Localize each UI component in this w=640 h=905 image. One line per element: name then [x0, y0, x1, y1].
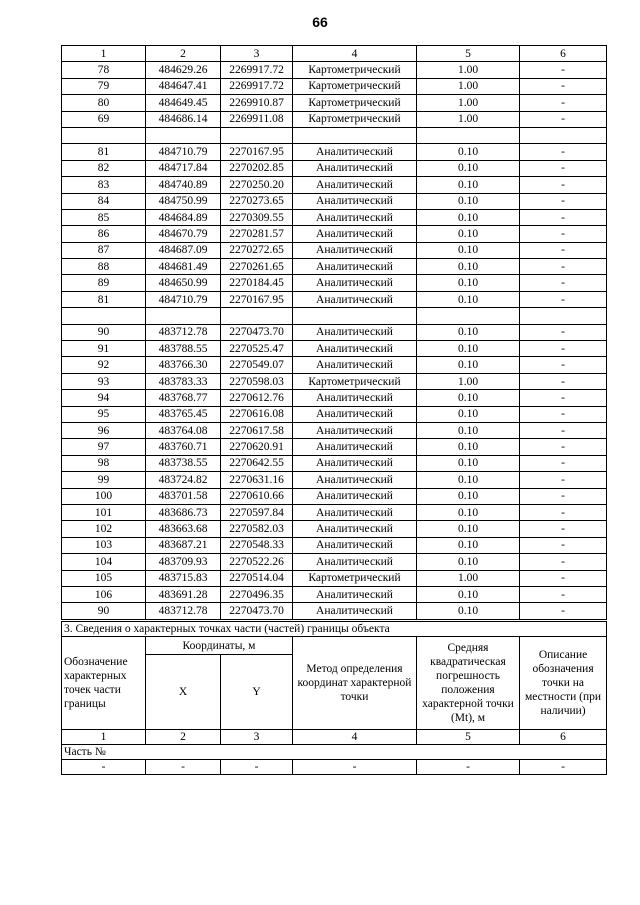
- table-cell: 2269911.08: [221, 111, 293, 127]
- header-cell: 6: [520, 46, 607, 62]
- table-cell: 2270261.65: [221, 259, 293, 275]
- table-cell: 2270631.16: [221, 472, 293, 488]
- table-row: [62, 259, 607, 275]
- table-cell: 0.10: [417, 209, 520, 225]
- table-cell: 483764.08: [146, 422, 221, 438]
- table-row: [62, 537, 607, 553]
- table-row: [62, 275, 607, 291]
- table-cell: 86: [62, 226, 146, 242]
- table-cell: 484710.79: [146, 144, 221, 160]
- table-cell: 2270281.57: [221, 226, 293, 242]
- col-number: 6: [520, 730, 607, 745]
- table-cell: 484684.89: [146, 209, 221, 225]
- table-cell: 0.10: [417, 422, 520, 438]
- table-cell: -: [520, 111, 607, 127]
- table-row: [62, 357, 607, 373]
- table-row: [62, 341, 607, 357]
- table-cell: Картометрический: [293, 62, 417, 78]
- table-cell: -: [520, 603, 607, 619]
- table-row: [62, 406, 607, 422]
- table-cell: [293, 308, 417, 324]
- table-cell: 0.10: [417, 554, 520, 570]
- table-cell: [417, 308, 520, 324]
- table-cell: 93: [62, 373, 146, 389]
- table-cell: -: [520, 95, 607, 111]
- table-cell: 2270202.85: [221, 160, 293, 176]
- table-cell: [417, 127, 520, 143]
- table-cell: 483765.45: [146, 406, 221, 422]
- table-cell: 99: [62, 472, 146, 488]
- table-cell: 92: [62, 357, 146, 373]
- table-cell: 2270514.04: [221, 570, 293, 586]
- table-row: [62, 586, 607, 602]
- header-row: [62, 46, 607, 62]
- table-cell: -: [520, 160, 607, 176]
- table-cell: 484629.26: [146, 62, 221, 78]
- table-cell: 82: [62, 160, 146, 176]
- table-cell: Аналитический: [293, 226, 417, 242]
- coordinates-table: [61, 45, 607, 620]
- table-cell: 0.10: [417, 488, 520, 504]
- table-cell: -: [520, 62, 607, 78]
- table-cell: [146, 127, 221, 143]
- desc-header: Описание обозначения точки на местности (при наличии): [520, 637, 607, 730]
- table-cell: 0.10: [417, 324, 520, 340]
- table-cell: -: [520, 390, 607, 406]
- table-cell: Аналитический: [293, 177, 417, 193]
- table-cell: 483712.78: [146, 603, 221, 619]
- table-row: [62, 111, 607, 127]
- table-row: [62, 439, 607, 455]
- table-cell: 2270522.26: [221, 554, 293, 570]
- table-cell: -: [520, 488, 607, 504]
- header-cell: 3: [221, 46, 293, 62]
- table-cell: 81: [62, 291, 146, 307]
- table-cell: -: [520, 586, 607, 602]
- table-cell: 78: [62, 62, 146, 78]
- empty-cell: -: [221, 760, 293, 775]
- section3-table: [61, 621, 607, 775]
- table-cell: 2270496.35: [221, 586, 293, 602]
- table-cell: -: [520, 504, 607, 520]
- table-cell: 2269910.87: [221, 95, 293, 111]
- table-cell: 79: [62, 78, 146, 94]
- col-number: 4: [293, 730, 417, 745]
- table-cell: 483760.71: [146, 439, 221, 455]
- table-cell: 0.10: [417, 357, 520, 373]
- table-cell: 2270610.66: [221, 488, 293, 504]
- table-cell: 2270598.03: [221, 373, 293, 389]
- table-cell: 2270272.65: [221, 242, 293, 258]
- table-cell: Аналитический: [293, 554, 417, 570]
- table-cell: -: [520, 455, 607, 471]
- table-cell: 2270597.84: [221, 504, 293, 520]
- table-cell: 484686.14: [146, 111, 221, 127]
- table-cell: Картометрический: [293, 95, 417, 111]
- header-cell: 5: [417, 46, 520, 62]
- table-cell: 90: [62, 324, 146, 340]
- table-cell: Картометрический: [293, 373, 417, 389]
- table-cell: Аналитический: [293, 275, 417, 291]
- table-cell: Аналитический: [293, 242, 417, 258]
- table-row: [62, 324, 607, 340]
- table-cell: 2270309.55: [221, 209, 293, 225]
- table-cell: 484687.09: [146, 242, 221, 258]
- table-cell: -: [520, 78, 607, 94]
- table-cell: [62, 127, 146, 143]
- table-cell: [146, 308, 221, 324]
- table-cell: [221, 308, 293, 324]
- table-cell: -: [520, 537, 607, 553]
- table-cell: -: [520, 422, 607, 438]
- table-cell: 0.10: [417, 259, 520, 275]
- table-row: [62, 78, 607, 94]
- table-cell: -: [520, 144, 607, 160]
- table-cell: 1.00: [417, 62, 520, 78]
- table-row: [62, 291, 607, 307]
- method-header: Метод определения координат характерной точки: [293, 637, 417, 730]
- table-cell: 483724.82: [146, 472, 221, 488]
- table-cell: -: [520, 226, 607, 242]
- table-cell: 484681.49: [146, 259, 221, 275]
- table-cell: 483788.55: [146, 341, 221, 357]
- table-cell: 2270273.65: [221, 193, 293, 209]
- table-cell: 2270616.08: [221, 406, 293, 422]
- table-cell: 0.10: [417, 144, 520, 160]
- table-cell: 0.10: [417, 341, 520, 357]
- table-cell: 80: [62, 95, 146, 111]
- table-row: [62, 488, 607, 504]
- empty-cell: -: [417, 760, 520, 775]
- table-row: [62, 422, 607, 438]
- table-cell: 1.00: [417, 111, 520, 127]
- table-cell: 484650.99: [146, 275, 221, 291]
- table-cell: 483663.68: [146, 521, 221, 537]
- table-cell: 483709.93: [146, 554, 221, 570]
- table-cell: 94: [62, 390, 146, 406]
- part-label: Часть №: [62, 745, 607, 760]
- table-cell: 483715.83: [146, 570, 221, 586]
- table-cell: 2270620.91: [221, 439, 293, 455]
- table-cell: 484649.45: [146, 95, 221, 111]
- table-cell: 105: [62, 570, 146, 586]
- table-cell: 0.10: [417, 603, 520, 619]
- col-number: 5: [417, 730, 520, 745]
- table-cell: -: [520, 324, 607, 340]
- empty-cell: -: [520, 760, 607, 775]
- table-row: [62, 521, 607, 537]
- col-number: 3: [221, 730, 293, 745]
- table-cell: 2270549.07: [221, 357, 293, 373]
- table-cell: 2270473.70: [221, 324, 293, 340]
- table-cell: 484647.41: [146, 78, 221, 94]
- table-cell: 88: [62, 259, 146, 275]
- table-row: [62, 144, 607, 160]
- table-cell: Аналитический: [293, 160, 417, 176]
- table-cell: Аналитический: [293, 357, 417, 373]
- table-row: [62, 209, 607, 225]
- table-cell: 91: [62, 341, 146, 357]
- table-cell: 85: [62, 209, 146, 225]
- table-cell: 0.10: [417, 455, 520, 471]
- table-cell: -: [520, 570, 607, 586]
- table-cell: 0.10: [417, 504, 520, 520]
- table-cell: -: [520, 209, 607, 225]
- table-cell: 484740.89: [146, 177, 221, 193]
- table-cell: 1.00: [417, 78, 520, 94]
- table-cell: 484670.79: [146, 226, 221, 242]
- table-cell: 102: [62, 521, 146, 537]
- table-cell: 0.10: [417, 226, 520, 242]
- table-cell: 484717.84: [146, 160, 221, 176]
- col-number: 1: [62, 730, 146, 745]
- table-cell: -: [520, 275, 607, 291]
- empty-cell: -: [293, 760, 417, 775]
- table-row: [62, 472, 607, 488]
- table-cell: 90: [62, 603, 146, 619]
- table-cell: 104: [62, 554, 146, 570]
- table-cell: 484750.99: [146, 193, 221, 209]
- table-row: [62, 373, 607, 389]
- table-cell: 97: [62, 439, 146, 455]
- table-row: [62, 193, 607, 209]
- table-cell: Аналитический: [293, 455, 417, 471]
- table-cell: Аналитический: [293, 537, 417, 553]
- table-cell: -: [520, 554, 607, 570]
- section3-title: 3. Сведения о характерных точках части (частей) границы объекта: [62, 622, 607, 637]
- table-cell: 69: [62, 111, 146, 127]
- table-cell: 0.10: [417, 390, 520, 406]
- header-cell: 2: [146, 46, 221, 62]
- table-cell: 484710.79: [146, 291, 221, 307]
- table-cell: -: [520, 521, 607, 537]
- x-header: X: [146, 655, 221, 730]
- table-cell: [293, 127, 417, 143]
- table-cell: 483768.77: [146, 390, 221, 406]
- table-cell: Аналитический: [293, 341, 417, 357]
- table-cell: 0.10: [417, 521, 520, 537]
- page-number: 66: [312, 14, 328, 30]
- table-cell: Аналитический: [293, 603, 417, 619]
- table-row: [62, 160, 607, 176]
- table-cell: 84: [62, 193, 146, 209]
- table-row: [62, 603, 607, 619]
- table-cell: 106: [62, 586, 146, 602]
- header-cell: 4: [293, 46, 417, 62]
- table-cell: -: [520, 177, 607, 193]
- table-cell: 89: [62, 275, 146, 291]
- header-cell: 1: [62, 46, 146, 62]
- table-cell: 2270582.03: [221, 521, 293, 537]
- table-row: [62, 62, 607, 78]
- table-cell: -: [520, 242, 607, 258]
- table-cell: 83: [62, 177, 146, 193]
- table-cell: Аналитический: [293, 488, 417, 504]
- table-cell: 2270548.33: [221, 537, 293, 553]
- table-cell: -: [520, 406, 607, 422]
- table-cell: 483766.30: [146, 357, 221, 373]
- table-cell: 96: [62, 422, 146, 438]
- table-cell: 0.10: [417, 472, 520, 488]
- table-cell: 87: [62, 242, 146, 258]
- table-cell: 2270617.58: [221, 422, 293, 438]
- table-cell: [520, 308, 607, 324]
- table-cell: 0.10: [417, 291, 520, 307]
- table-cell: Картометрический: [293, 111, 417, 127]
- table-row: [62, 554, 607, 570]
- empty-cell: -: [146, 760, 221, 775]
- blank-row: [62, 127, 607, 143]
- table-cell: -: [520, 357, 607, 373]
- table-cell: 2270184.45: [221, 275, 293, 291]
- table-cell: Аналитический: [293, 406, 417, 422]
- table-cell: [221, 127, 293, 143]
- table-cell: 0.10: [417, 177, 520, 193]
- table-row: [62, 226, 607, 242]
- table-cell: Аналитический: [293, 193, 417, 209]
- table-cell: Картометрический: [293, 570, 417, 586]
- table-cell: Аналитический: [293, 259, 417, 275]
- table-cell: 2270250.20: [221, 177, 293, 193]
- table-row: [62, 390, 607, 406]
- table-cell: 2270642.55: [221, 455, 293, 471]
- table-cell: 101: [62, 504, 146, 520]
- table-cell: Аналитический: [293, 291, 417, 307]
- table-cell: 2270473.70: [221, 603, 293, 619]
- table-cell: Аналитический: [293, 209, 417, 225]
- table-cell: [62, 308, 146, 324]
- table-row: [62, 455, 607, 471]
- table-cell: -: [520, 341, 607, 357]
- table-cell: 483686.73: [146, 504, 221, 520]
- table-cell: 95: [62, 406, 146, 422]
- table-cell: -: [520, 439, 607, 455]
- table-cell: 0.10: [417, 193, 520, 209]
- table-cell: [520, 127, 607, 143]
- table-cell: 98: [62, 455, 146, 471]
- table-cell: 1.00: [417, 570, 520, 586]
- table-cell: 483738.55: [146, 455, 221, 471]
- table-cell: 0.10: [417, 406, 520, 422]
- table-cell: 483783.33: [146, 373, 221, 389]
- table-cell: Аналитический: [293, 422, 417, 438]
- y-header: Y: [221, 655, 293, 730]
- table-cell: Аналитический: [293, 324, 417, 340]
- table-cell: 103: [62, 537, 146, 553]
- table-cell: 0.10: [417, 242, 520, 258]
- table-cell: Картометрический: [293, 78, 417, 94]
- table-cell: 2269917.72: [221, 78, 293, 94]
- table-cell: 0.10: [417, 275, 520, 291]
- table-cell: 1.00: [417, 373, 520, 389]
- table-row: [62, 504, 607, 520]
- table-row: [62, 570, 607, 586]
- table-cell: 0.10: [417, 586, 520, 602]
- table-row: [62, 242, 607, 258]
- table-cell: -: [520, 193, 607, 209]
- table-cell: -: [520, 373, 607, 389]
- table-cell: Аналитический: [293, 504, 417, 520]
- table-cell: Аналитический: [293, 144, 417, 160]
- table-cell: 2270525.47: [221, 341, 293, 357]
- table-cell: 0.10: [417, 439, 520, 455]
- table-cell: 483687.21: [146, 537, 221, 553]
- table-cell: -: [520, 472, 607, 488]
- table-cell: 100: [62, 488, 146, 504]
- table-cell: Аналитический: [293, 472, 417, 488]
- table-cell: 2269917.72: [221, 62, 293, 78]
- table-cell: Аналитический: [293, 390, 417, 406]
- blank-row: [62, 308, 607, 324]
- table-cell: -: [520, 259, 607, 275]
- table-cell: 2270167.95: [221, 144, 293, 160]
- table-cell: Аналитический: [293, 586, 417, 602]
- col-number: 2: [146, 730, 221, 745]
- table-row: [62, 177, 607, 193]
- table-cell: 483701.58: [146, 488, 221, 504]
- table-cell: 0.10: [417, 160, 520, 176]
- empty-cell: -: [62, 760, 146, 775]
- table-cell: -: [520, 291, 607, 307]
- error-header: Средняя квадратическая погрешность положения характерной точки (Mt), м: [417, 637, 520, 730]
- table-cell: Аналитический: [293, 521, 417, 537]
- table-cell: 81: [62, 144, 146, 160]
- table-cell: 2270167.95: [221, 291, 293, 307]
- table-row: [62, 95, 607, 111]
- table-cell: 1.00: [417, 95, 520, 111]
- table-cell: 0.10: [417, 537, 520, 553]
- table-cell: Аналитический: [293, 439, 417, 455]
- coords-header: Координаты, м: [146, 637, 293, 655]
- table-cell: 2270612.76: [221, 390, 293, 406]
- table-cell: 483712.78: [146, 324, 221, 340]
- table-cell: 483691.28: [146, 586, 221, 602]
- col1-header: Обозначение характерных точек части границы: [62, 637, 146, 730]
